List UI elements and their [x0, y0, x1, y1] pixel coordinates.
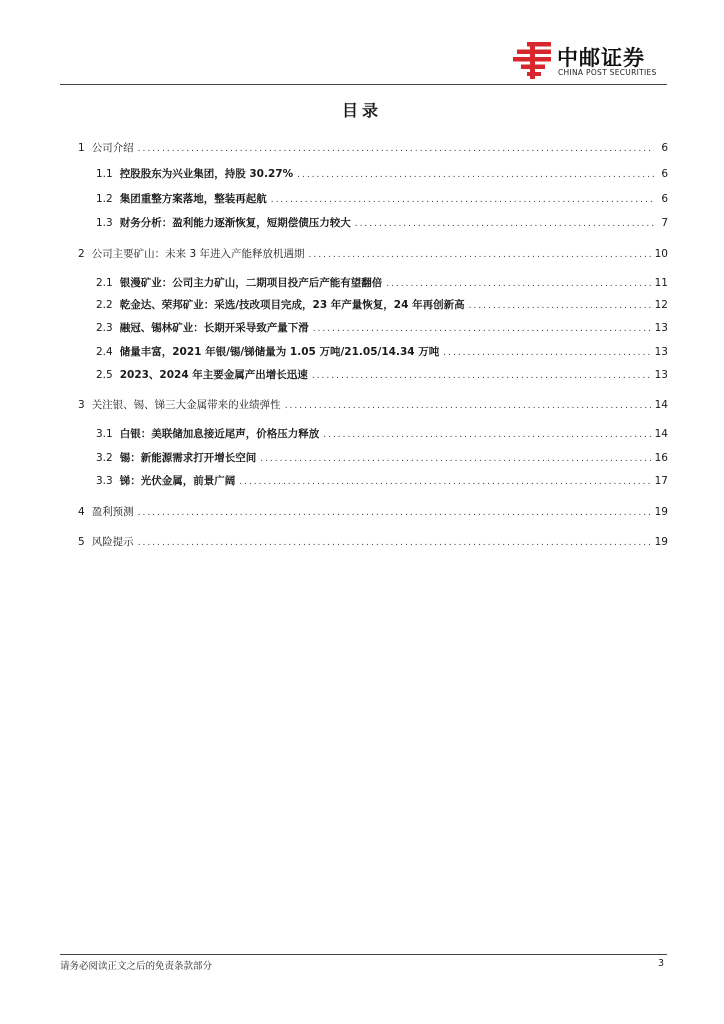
toc-entry-number: 1.1	[96, 168, 113, 180]
toc-entry-page: 16	[654, 452, 668, 464]
toc-entry-number: 3	[78, 399, 85, 411]
toc-entry-page: 11	[654, 277, 668, 289]
toc-leader-dots	[239, 475, 650, 489]
toc-leader-dots	[469, 299, 651, 313]
page-number: 3	[657, 958, 664, 969]
toc-entry-number: 1	[78, 142, 85, 154]
toc-entry-title: 锑：光伏金属，前景广阔	[119, 475, 236, 487]
toc-entry-title: 公司主要矿山：未来 3 年进入产能释放机遇期	[91, 248, 305, 260]
toc-entry-number: 3.2	[96, 452, 113, 464]
china-post-emblem-icon	[513, 42, 553, 80]
toc-entry-page: 19	[654, 536, 668, 548]
brand-logo	[513, 42, 673, 80]
toc-entry-page: 6	[661, 168, 668, 180]
toc-leader-dots	[443, 346, 650, 360]
toc-leader-dots	[260, 452, 650, 466]
toc-leader-dots	[355, 217, 654, 231]
toc-entry-page: 13	[654, 369, 668, 381]
toc-entry-title: 2023、2024 年主要金属产出增长迅速	[119, 369, 308, 381]
toc-entry-page: 19	[654, 506, 668, 518]
toc-entry-page: 13	[654, 322, 668, 334]
toc-leader-dots	[323, 428, 650, 442]
toc-entry-page: 14	[654, 428, 668, 440]
toc-leader-dots	[285, 399, 651, 413]
toc-title: 目录	[341, 101, 382, 120]
toc-entry-title: 关注银、锡、锑三大金属带来的业绩弹性	[91, 399, 281, 411]
toc-leader-dots	[138, 142, 654, 156]
toc-entry-number: 3.3	[96, 475, 113, 487]
page-header	[0, 0, 724, 90]
brand-subtitle: CHINA POST SECURITIES	[558, 68, 657, 77]
toc-entry[interactable]	[78, 535, 668, 549]
toc-entry-title: 储量丰富，2021 年银/锡/锑储量为 1.05 万吨/21.05/14.34 万吨	[119, 346, 440, 358]
toc-leader-dots	[138, 536, 651, 550]
toc-entry-title: 财务分析：盈利能力逐渐恢复，短期偿债压力较大	[119, 217, 351, 229]
toc-entry-title: 公司介绍	[91, 142, 134, 154]
toc-entry[interactable]	[96, 167, 668, 181]
toc-entry-page: 6	[661, 193, 668, 205]
toc-entry[interactable]	[96, 451, 668, 465]
toc-leader-dots	[309, 248, 651, 262]
toc-entry-title: 控股股东为兴业集团，持股 30.27%	[119, 168, 294, 180]
toc-entry[interactable]	[96, 368, 668, 382]
toc-entry-title: 锡：新能源需求打开增长空间	[119, 452, 257, 464]
toc-entry[interactable]	[78, 141, 668, 155]
toc-entry-title: 融冠、锡林矿业：长期开采导致产量下滑	[119, 322, 309, 334]
toc-entry[interactable]	[78, 247, 668, 261]
toc-entry[interactable]	[96, 298, 668, 312]
toc-entry[interactable]	[96, 345, 668, 359]
toc-entry-page: 14	[654, 399, 668, 411]
toc-entry-number: 2.1	[96, 277, 113, 289]
toc-entry-number: 2.3	[96, 322, 113, 334]
footer-disclaimer: 请务必阅读正文之后的免责条款部分	[60, 961, 213, 972]
toc-entry-page: 6	[661, 142, 668, 154]
toc-entry-number: 2.5	[96, 369, 113, 381]
toc-entry-page: 12	[654, 299, 668, 311]
toc-entry-number: 1.3	[96, 217, 113, 229]
toc-entry[interactable]	[96, 192, 668, 206]
toc-entry-title: 盈利预测	[91, 506, 134, 518]
toc-entry[interactable]	[78, 505, 668, 519]
toc-entry[interactable]	[96, 474, 668, 488]
toc-entry-number: 2	[78, 248, 85, 260]
footer-divider	[60, 954, 667, 955]
toc-leader-dots	[386, 277, 650, 291]
toc-leader-dots	[138, 506, 651, 520]
toc-entry[interactable]	[96, 427, 668, 441]
toc-entry-number: 2.2	[96, 299, 113, 311]
toc-entry-title: 集团重整方案落地，整装再起航	[119, 193, 267, 205]
toc-entry[interactable]	[96, 216, 668, 230]
toc-entry-number: 3.1	[96, 428, 113, 440]
header-divider	[60, 84, 667, 85]
toc-entry[interactable]	[78, 398, 668, 412]
toc-leader-dots	[313, 322, 651, 336]
toc-leader-dots	[312, 369, 651, 383]
toc-entry-title: 白银：美联储加息接近尾声，价格压力释放	[119, 428, 320, 440]
toc-entry-number: 5	[78, 536, 85, 548]
toc-entry-number: 1.2	[96, 193, 113, 205]
toc-entry-page: 10	[654, 248, 668, 260]
toc-entry[interactable]	[96, 321, 668, 335]
toc-entry-page: 13	[654, 346, 668, 358]
brand-name: 中邮证券	[557, 46, 645, 70]
toc-leader-dots	[271, 193, 654, 207]
toc-entry-number: 2.4	[96, 346, 113, 358]
toc-entry-title: 银漫矿业：公司主力矿山，二期项目投产后产能有望翻倍	[119, 277, 383, 289]
toc-entry-title: 乾金达、荣邦矿业：采选/技改项目完成，23 年产量恢复，24 年再创新高	[119, 299, 465, 311]
toc-entry-page: 17	[654, 475, 668, 487]
toc-entry-title: 风险提示	[91, 536, 134, 548]
toc-entry[interactable]	[96, 276, 668, 290]
toc-entry-number: 4	[78, 506, 85, 518]
toc-leader-dots	[297, 168, 654, 182]
toc-entry-page: 7	[661, 217, 668, 229]
